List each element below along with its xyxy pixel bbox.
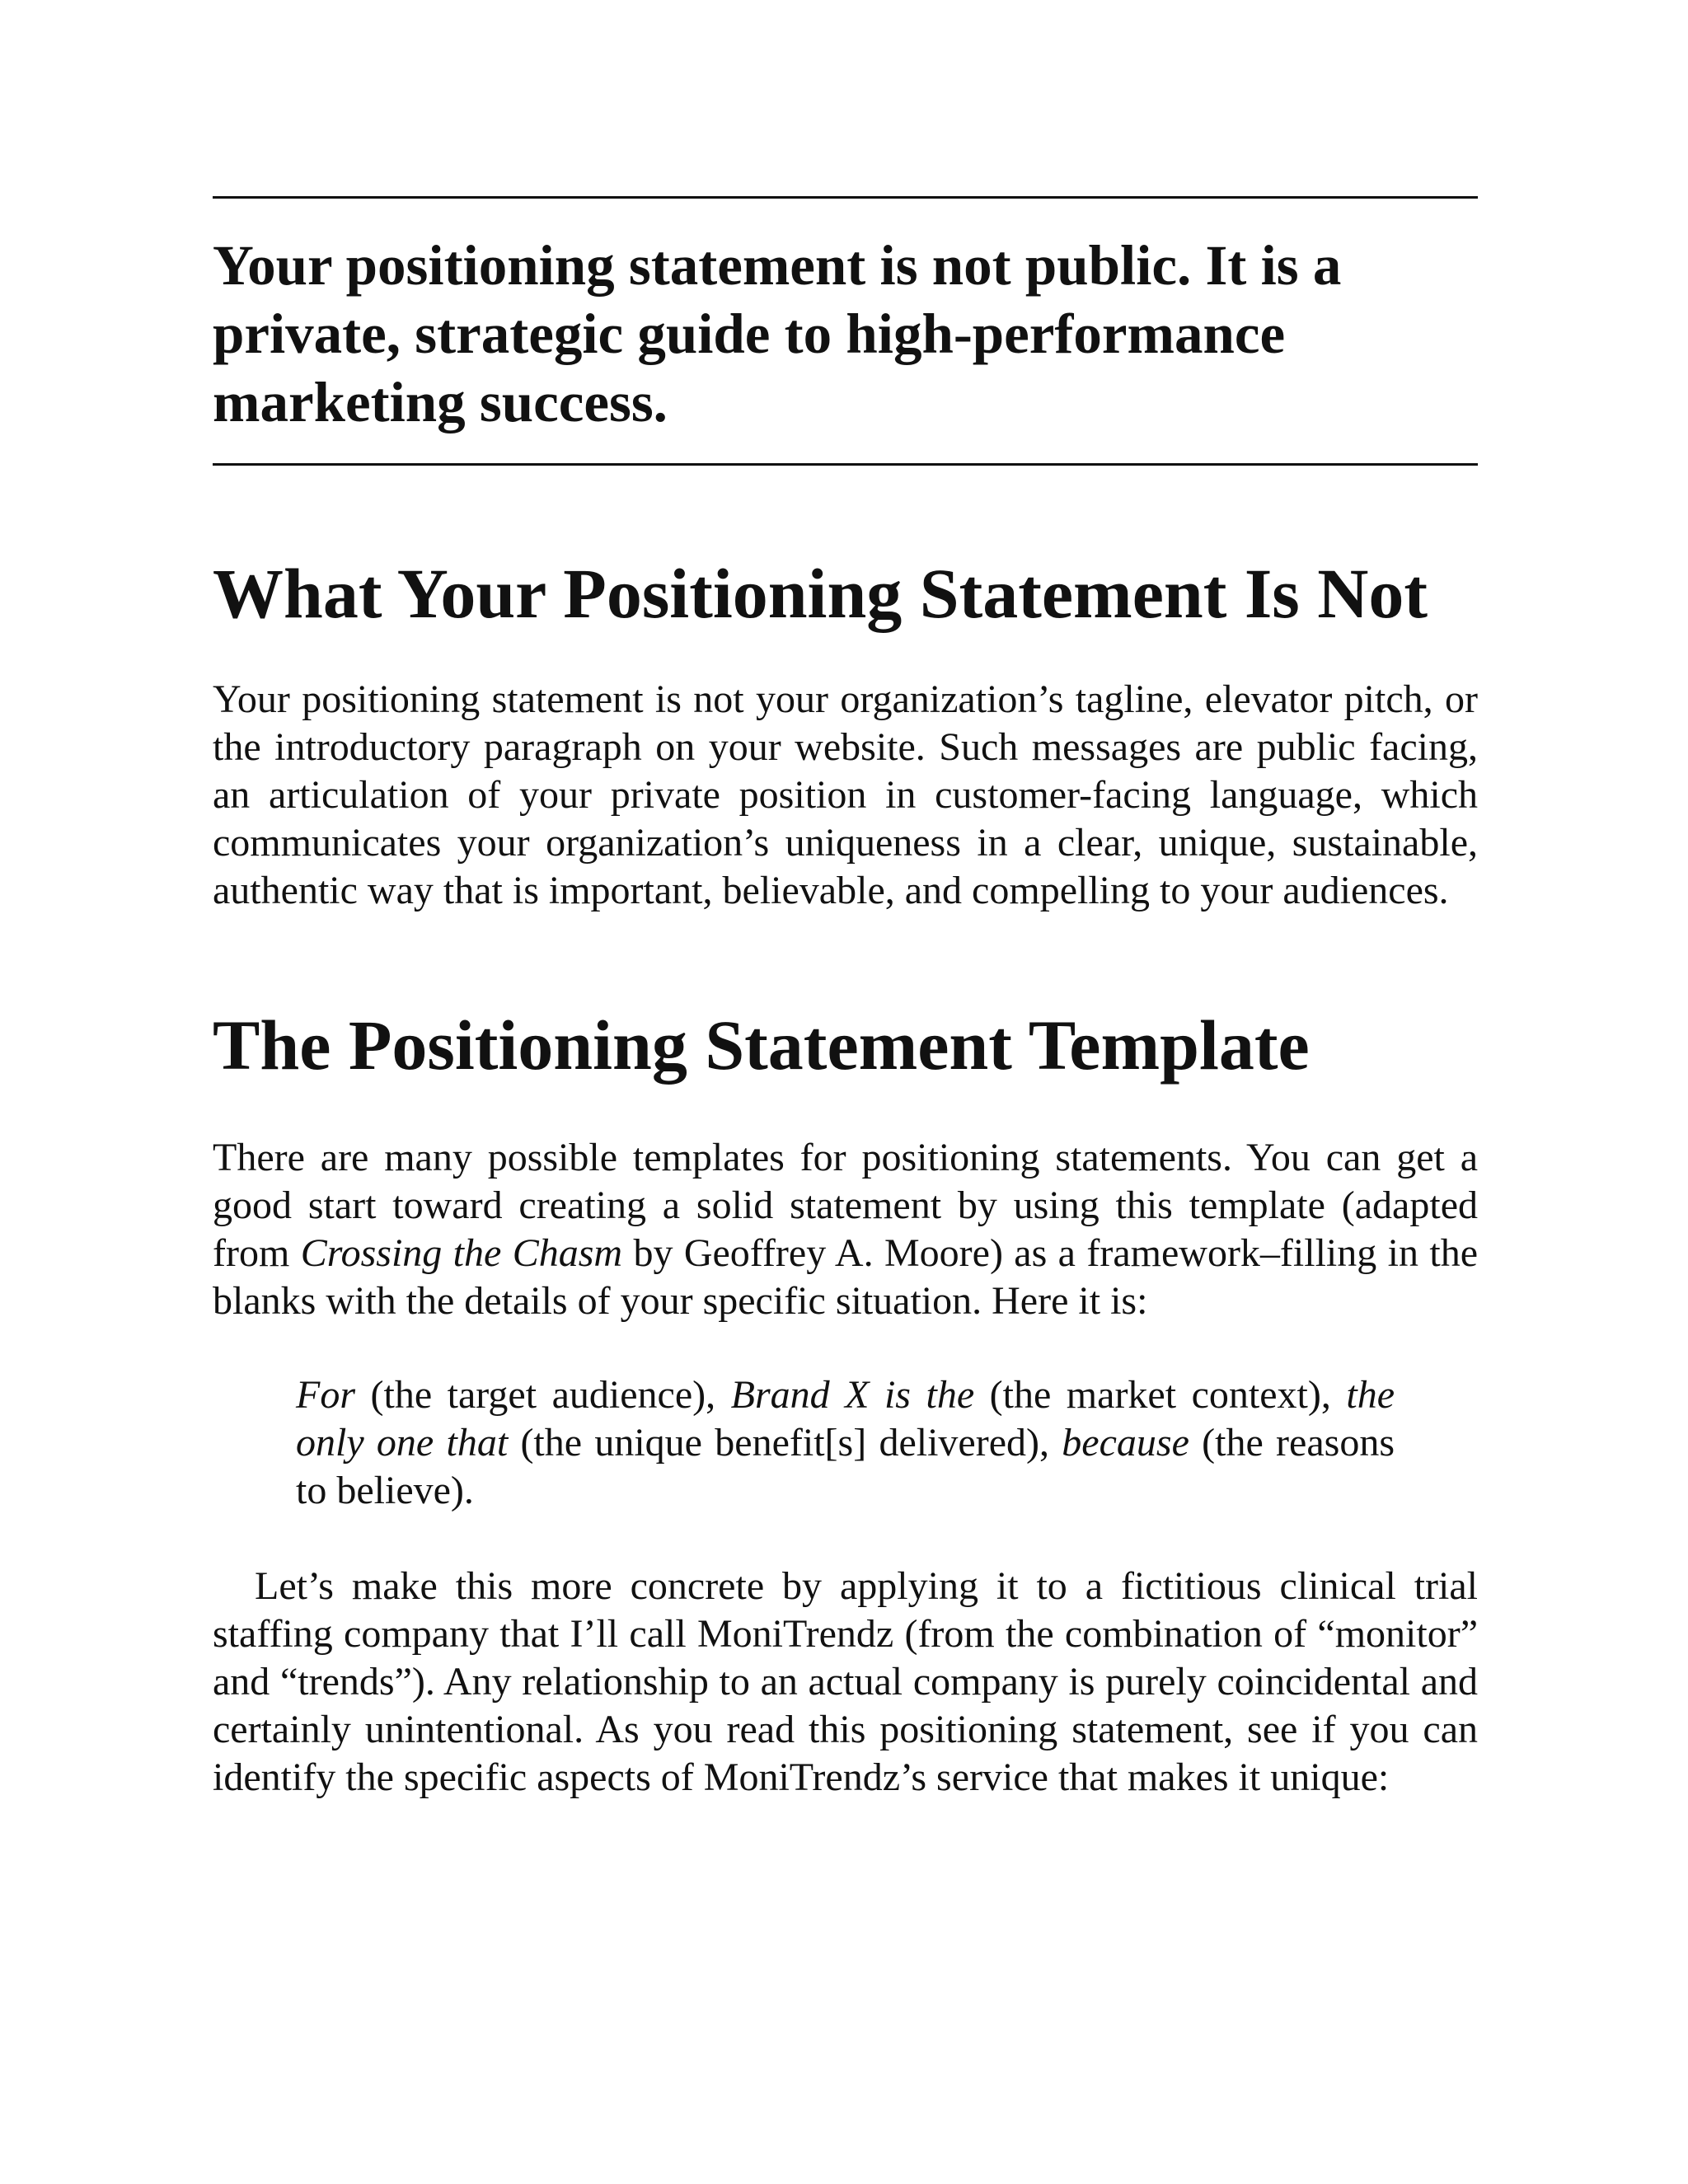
template-reasons: (the reasons to believe).	[296, 1421, 1395, 1512]
section-heading-template: The Positioning Statement Template	[213, 1005, 1310, 1085]
book-title: Crossing the Chasm	[300, 1231, 623, 1275]
intro-text-2: by Geoffrey A. Moore) as a framework–filling in the blanks with the details of your specific situation. Here it is:	[213, 1231, 1478, 1323]
template-brand: Brand X is the	[730, 1373, 975, 1417]
document-page	[213, 196, 1478, 1802]
bottom-rule	[213, 463, 1478, 466]
template-because: because	[1062, 1421, 1189, 1465]
template-block-quote	[296, 1371, 1395, 1515]
paragraph-example: Let’s make this more concrete by applying it to a fictitious clinical trial staffing company that I’ll call MoniTrendz (from the combination of “monitor” and “trends”). Any relationship to an actual company is purely coincidental and certainly unintentional. As you read this positioning statement, see if you can identify the specific aspects of MoniTrendz’s service that makes it unique:	[213, 1564, 1478, 1799]
template-context: (the market context),	[974, 1373, 1347, 1417]
section-heading-not: What Your Positioning Statement Is Not	[213, 554, 1428, 633]
template-audience: (the target audience),	[355, 1373, 731, 1417]
top-rule	[213, 196, 1478, 199]
paragraph-template-intro	[213, 1134, 1478, 1325]
intro-text-1: There are many possible templates for positioning statements. You can get a good start toward creating a solid statement by using this template (adapted from	[213, 1136, 1478, 1275]
template-benefit: (the unique benefit[s] delivered),	[508, 1421, 1062, 1465]
template-for: For	[296, 1373, 355, 1417]
template-only: the only one that	[296, 1373, 1395, 1465]
paragraph-not: Your positioning statement is not your organization’s tagline, elevator pitch, or the introductory paragraph on your website. Such messages are public facing, an articulation of your private position in customer-facing language, which communicates your organization’s uniqueness in a clear, unique, sustainable, authentic way that is important, believable, and compelling to your audiences.	[213, 677, 1478, 912]
pull-quote: Your positioning statement is not public. It is a private, strategic guide to high-performance marketing success.	[213, 234, 1342, 434]
